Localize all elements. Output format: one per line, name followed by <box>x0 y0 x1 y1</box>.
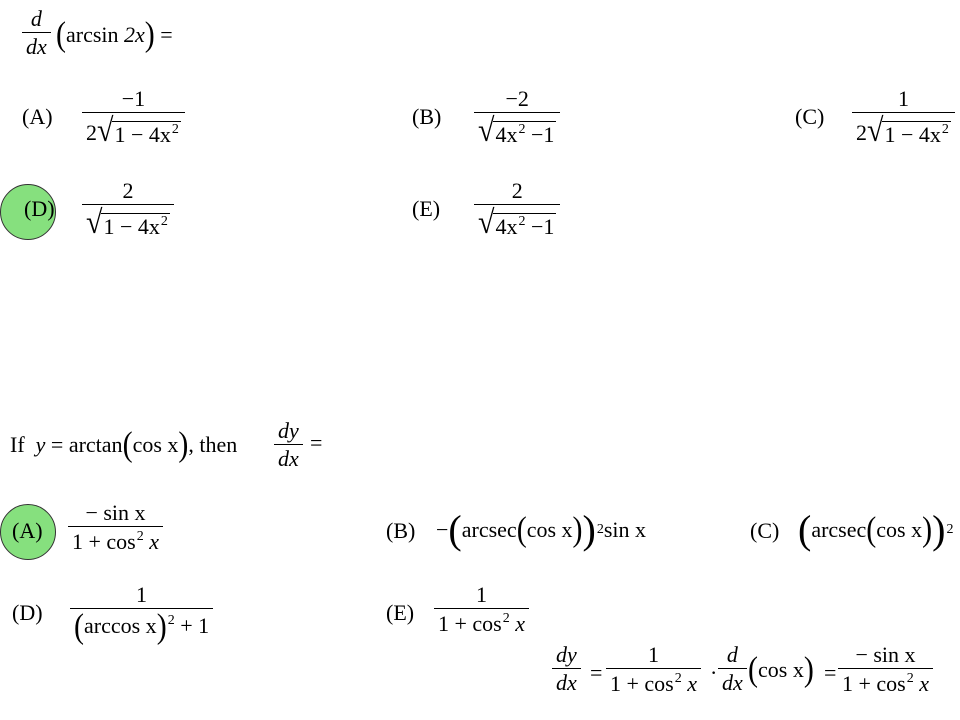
work-result-fraction: − sin x $1 + \cos^2 x$ <box>838 644 933 695</box>
q2-option-d-fraction[interactable]: 1 (arccos x)$^2$ + 1 <box>70 584 213 642</box>
q2-derivative-dy-dx: dy dx <box>274 420 303 470</box>
q1-option-b-fraction[interactable]: −2 √ $4x^2 -1$ <box>474 88 560 146</box>
q2-option-c-label[interactable]: (C) <box>750 518 780 543</box>
q1-derivative-operator: d dx <box>22 8 51 58</box>
q2-option-e-label[interactable]: (E) <box>386 600 415 625</box>
q1-option-e-label[interactable]: (E) <box>412 196 441 221</box>
q1-option-d-fraction[interactable]: 2 √ $1 - 4x^2$ <box>82 180 174 238</box>
q2-option-b-label[interactable]: (B) <box>386 518 416 543</box>
q1-option-c-label[interactable]: (C) <box>795 104 825 129</box>
work-d-dx: d dx <box>718 644 747 694</box>
q1-stem-expression: ( arcsin 2x ) = <box>56 15 173 54</box>
q1-option-a-fraction[interactable]: −1 2 √ $1 - 4x^2$ <box>82 88 185 146</box>
q1-option-d-label[interactable]: (D) <box>24 196 55 221</box>
q1-option-e-fraction[interactable]: 2 √ $4x^2 -1$ <box>474 180 560 238</box>
q2-stem-equals: = <box>310 430 323 455</box>
q2-option-c-expression[interactable]: ( arcsec ( cos x ) ) 2 <box>798 507 954 552</box>
q2-option-b-expression[interactable]: − ( arcsec ( cos x ) ) 2 sin x <box>436 507 647 552</box>
q2-stem: If y = arctan ( cos x ) , then <box>10 425 238 464</box>
q2-option-a-fraction[interactable]: − sin x $1 + \cos^2 x$ <box>68 502 163 553</box>
work-first-fraction: 1 $1 + \cos^2 x$ <box>606 644 701 695</box>
work-equals-1: = <box>590 660 603 685</box>
q2-option-a-label[interactable]: (A) <box>12 518 43 543</box>
work-equals-2: = <box>824 660 837 685</box>
work-dy-dx: dy dx <box>552 644 581 694</box>
q1-option-b-label[interactable]: (B) <box>412 104 442 129</box>
q2-option-e-fraction[interactable]: 1 $1 + \cos^2 x$ <box>434 584 529 635</box>
q1-option-c-fraction[interactable]: 1 2 √ $1 - 4x^2$ <box>852 88 955 146</box>
work-inner: ( cos x ) <box>748 650 814 689</box>
q2-option-d-label[interactable]: (D) <box>12 600 43 625</box>
q1-option-a-label[interactable]: (A) <box>22 104 53 129</box>
work-dot: · <box>710 660 718 685</box>
